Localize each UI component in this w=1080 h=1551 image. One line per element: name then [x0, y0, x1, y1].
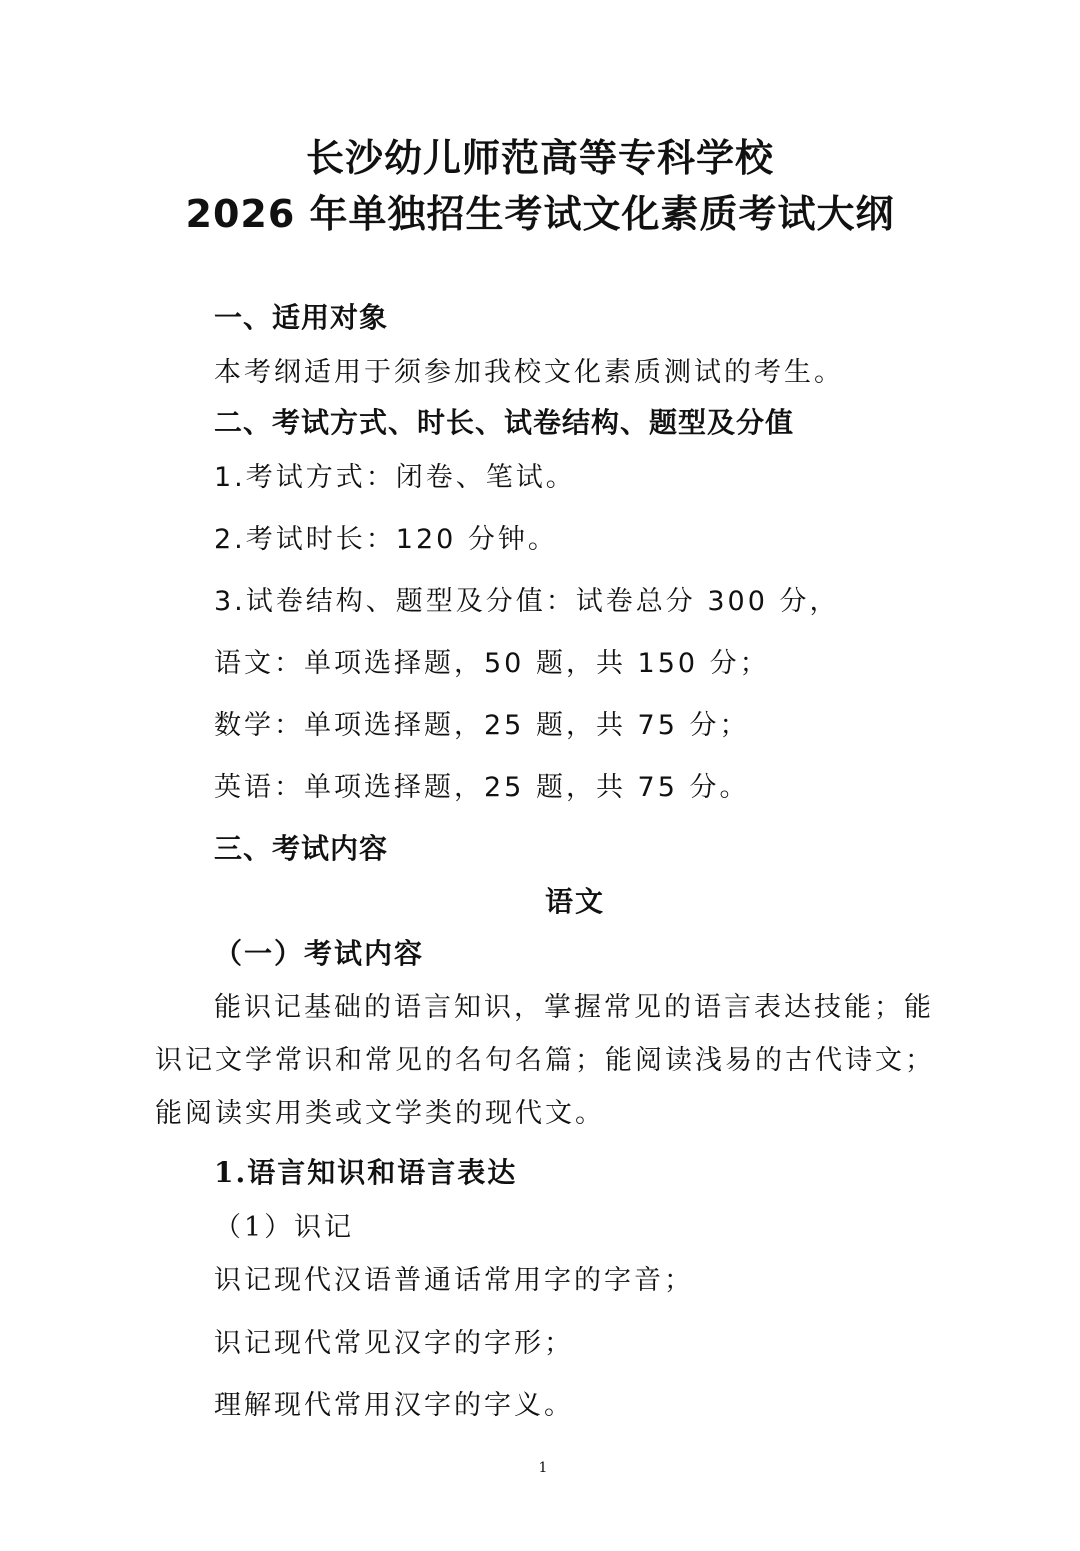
point-item-1: 识记现代汉语普通话常用字的字音； — [214, 1265, 694, 1296]
document-title-line-1: 长沙幼儿师范高等专科学校 — [305, 136, 774, 180]
paragraph-line-2: 识记文学常识和常见的名句名篇；能阅读浅易的古代诗文； — [155, 1045, 935, 1076]
subject-heading: 语文 — [544, 885, 605, 918]
math-score: 数学：单项选择题，25 题，共 75 分； — [214, 710, 750, 741]
point-item-2: 识记现代常见汉字的字形； — [214, 1328, 574, 1359]
exam-structure: 3.试卷结构、题型及分值：试卷总分 300 分， — [214, 586, 840, 617]
document-title-line-2: 2026 年单独招生考试文化素质考试大纲 — [185, 192, 895, 236]
point-heading: 1.语言知识和语言表达 — [214, 1156, 518, 1189]
point-item-3: 理解现代常用汉字的字义。 — [214, 1390, 574, 1421]
paragraph-line-1: 能识记基础的语言知识，掌握常见的语言表达技能；能 — [214, 992, 934, 1023]
chinese-score: 语文：单项选择题，50 题，共 150 分； — [214, 648, 770, 679]
point-sub-heading: （1）识记 — [214, 1212, 355, 1243]
section-2-heading: 二、考试方式、时长、试卷结构、题型及分值 — [214, 406, 795, 439]
section-3-heading: 三、考试内容 — [214, 832, 389, 865]
exam-duration: 2.考试时长：120 分钟。 — [214, 524, 558, 555]
section-1-heading: 一、适用对象 — [214, 301, 389, 334]
section-1-text: 本考纲适用于须参加我校文化素质测试的考生。 — [214, 357, 844, 388]
paragraph-line-3: 能阅读实用类或文学类的现代文。 — [155, 1098, 605, 1129]
english-score: 英语：单项选择题，25 题，共 75 分。 — [214, 772, 750, 803]
sub-section-heading: （一）考试内容 — [214, 937, 425, 970]
exam-method: 1.考试方式：闭卷、笔试。 — [214, 462, 576, 493]
page-number: 1 — [538, 1460, 548, 1476]
